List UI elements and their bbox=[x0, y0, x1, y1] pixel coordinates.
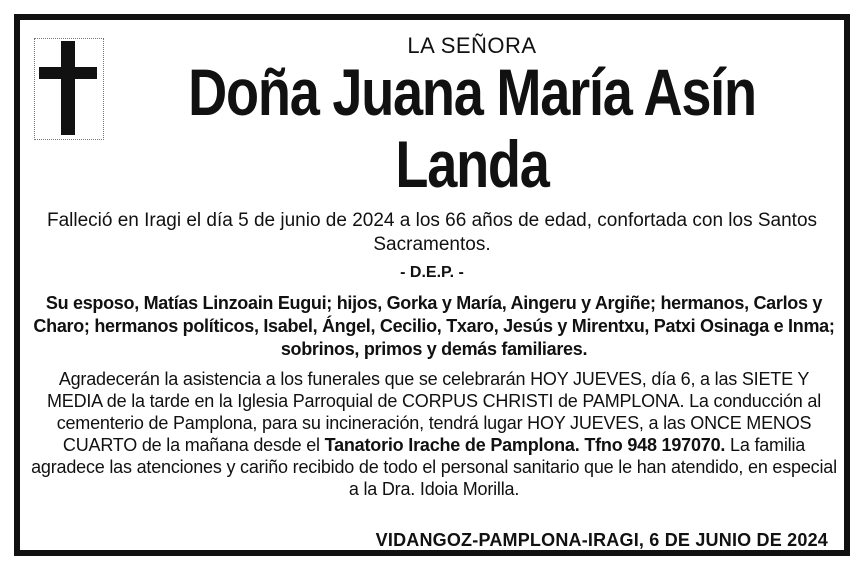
place-date-footer: VIDANGOZ-PAMPLONA-IRAGI, 6 DE JUNIO DE 2024 bbox=[375, 530, 828, 550]
funeral-text-part2: La familia agradece las atenciones y cariño recibido de todo el personal sanitario que le han atendido, en especial a la Dra. Idoia Morilla. bbox=[31, 435, 837, 499]
dep-line: - D.E.P. - bbox=[400, 264, 464, 281]
family-list: Su esposo, Matías Linzoain Eugui; hijos, Gorka y María, Aingeru y Argiñe; hermanos, Carlos y Charo; hermanos políticos, Isabel, Ángel, Cecilio, Txaro, Jesús y Mirentxu, Patxi Osinaga e Inma; sobrinos, primos y demás familiares. bbox=[33, 293, 835, 359]
pre-title: LA SEÑORA bbox=[407, 33, 537, 58]
deceased-name: Doña Juana María Asín Landa bbox=[188, 55, 756, 201]
death-announcement: Falleció en Iragi el día 5 de junio de 2024 a los 66 años de edad, confortada con los Santos Sacramentos. bbox=[46, 210, 818, 255]
funeral-text-part1: Agradecerán la asistencia a los funerales que se celebrarán HOY JUEVES, día 6, a las SIETE Y MEDIA de la tarde en la Iglesia Parroquial de CORPUS CHRISTI de PAMPLONA. La conducción al cementerio de Pamplona, para su incineración, tendrá lugar HOY JUEVES, a las ONCE MENOS CUARTO de la mañana desde el bbox=[46, 369, 822, 455]
funeral-details bbox=[30, 368, 838, 500]
funeral-tanatorio: Tanatorio Irache de Pamplona. Tfno 948 197070. bbox=[324, 435, 726, 455]
cross-horizontal-bar bbox=[39, 67, 97, 79]
